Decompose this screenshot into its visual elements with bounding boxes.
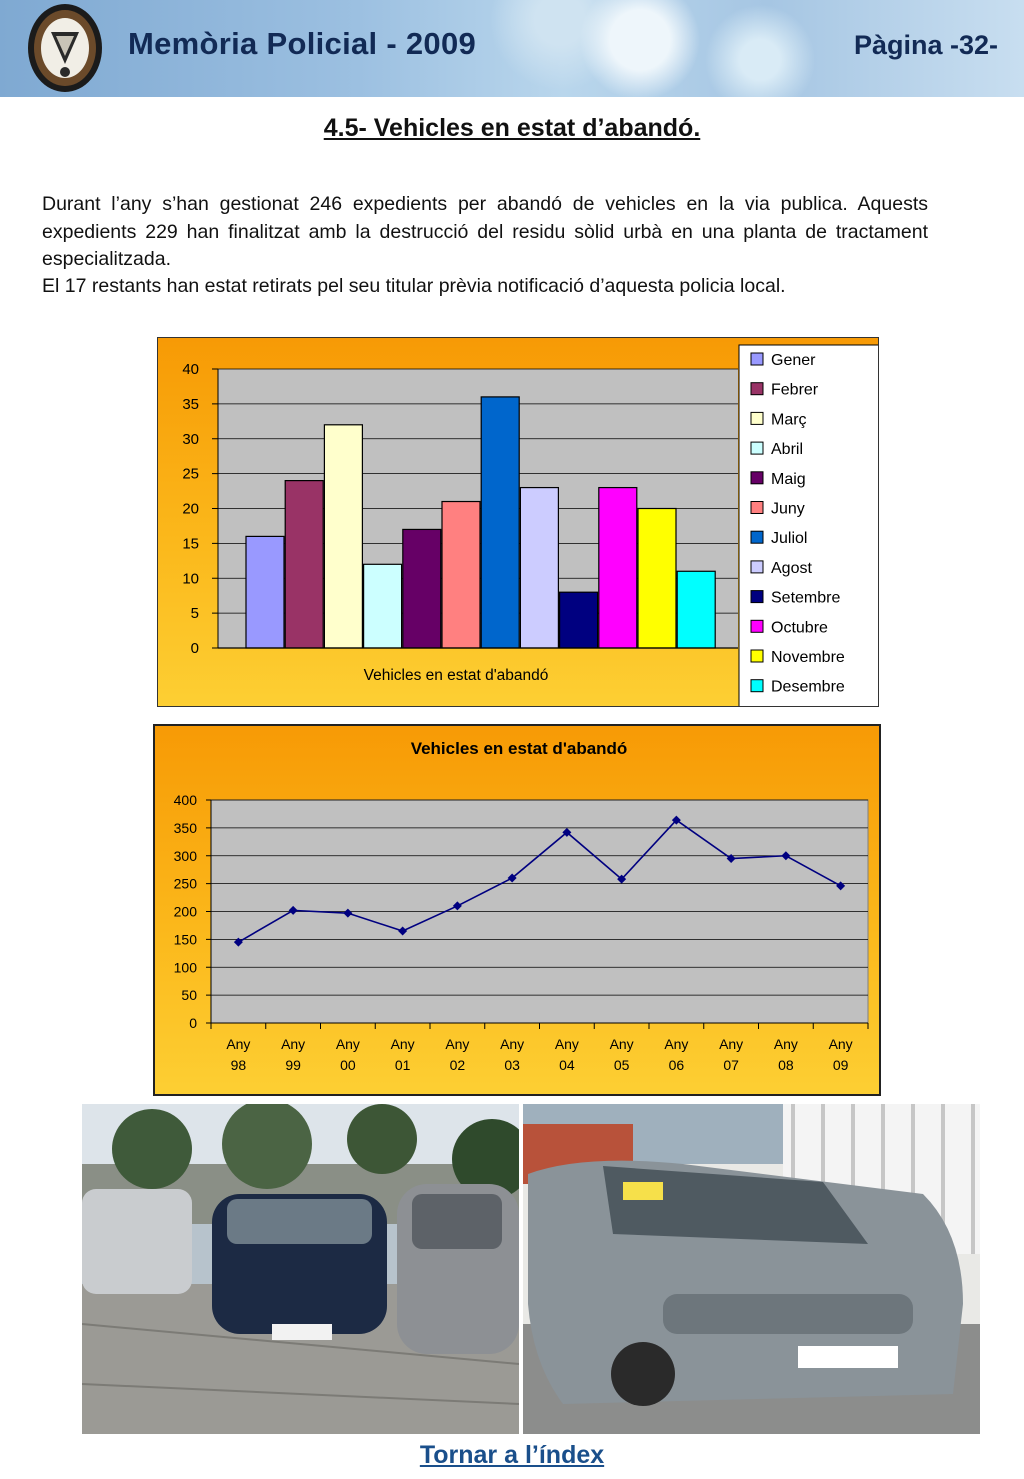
legend-label-abril: Abril — [771, 441, 804, 459]
line-x-tick-label: 01 — [394, 1057, 411, 1073]
bar-agost — [520, 488, 558, 648]
back-to-index-link[interactable]: Tornar a l’índex — [419, 1441, 605, 1469]
line-x-tick-label: 00 — [340, 1057, 356, 1073]
legend-label-setembre: Setembre — [771, 589, 841, 607]
abandoned-car-photo-2 — [523, 1104, 980, 1434]
bar-maig — [403, 529, 441, 648]
bar-gener — [246, 536, 284, 648]
bar-juny — [442, 502, 480, 648]
legend-label-juny: Juny — [771, 500, 805, 518]
bar-y-tick-label: 40 — [182, 361, 199, 378]
line-y-tick-label: 400 — [173, 792, 197, 808]
line-x-tick-label: Any — [226, 1036, 251, 1052]
legend-label-juliol: Juliol — [771, 530, 808, 548]
bar-setembre — [560, 592, 598, 648]
bar-març — [324, 425, 362, 648]
legend-label-gener: Gener — [771, 352, 816, 369]
abandoned-car-photo-1 — [82, 1104, 519, 1434]
intro-paragraph: Durant l’any s’han gestionat 246 expedients per abandó de vehicles en la via publica. Aquests expedients 229 han finalitzat amb la destrucció del residu sòlid urbà en una planta de tractament especialitzada. — [42, 193, 928, 270]
bar-novembre — [638, 509, 676, 649]
legend-swatch-novembre — [751, 650, 763, 662]
line-x-tick-label: 02 — [449, 1057, 466, 1073]
bar-y-tick-label: 25 — [182, 465, 199, 483]
legend-label-febrer: Febrer — [771, 381, 819, 399]
legend-label-desembre: Desembre — [771, 678, 845, 696]
bar-y-tick-label: 10 — [182, 570, 199, 588]
bar-y-tick-label: 20 — [182, 500, 199, 518]
line-x-tick-label: Any — [445, 1036, 470, 1052]
bar-febrer — [285, 481, 323, 648]
legend-swatch-agost — [751, 561, 763, 573]
bar-y-tick-label: 15 — [182, 535, 199, 553]
line-x-tick-label: Any — [828, 1036, 853, 1052]
line-x-tick-label: 04 — [559, 1057, 575, 1073]
legend-label-març: Març — [771, 411, 807, 429]
bar-juliol — [481, 397, 519, 648]
line-x-tick-label: Any — [664, 1036, 689, 1052]
line-x-tick-label: 08 — [778, 1057, 794, 1073]
line-x-tick-label: 06 — [668, 1057, 685, 1073]
note-paragraph: El 17 restants han estat retirats pel seu titular prèvia notificació d’aquesta policia local. — [42, 275, 786, 297]
line-x-tick-label: Any — [281, 1036, 306, 1052]
line-chart-title: Vehicles en estat d'abandó — [410, 739, 628, 758]
line-y-tick-label: 50 — [181, 987, 197, 1004]
line-x-tick-label: 07 — [723, 1057, 739, 1073]
page-header — [0, 0, 1024, 97]
line-x-tick-label: Any — [390, 1036, 415, 1052]
bar-octubre — [599, 488, 637, 648]
line-y-tick-label: 100 — [173, 959, 197, 976]
line-y-tick-label: 0 — [189, 1015, 197, 1031]
legend-swatch-gener — [751, 353, 763, 365]
monthly-bar-chart-svg — [158, 338, 878, 706]
line-x-tick-label: Any — [335, 1036, 360, 1052]
legend-label-octubre: Octubre — [771, 619, 828, 637]
bar-y-tick-label: 35 — [182, 395, 199, 413]
line-y-tick-label: 300 — [173, 847, 197, 864]
line-x-tick-label: Any — [719, 1036, 744, 1052]
yearly-line-chart-svg — [155, 726, 879, 1094]
legend-label-novembre: Novembre — [771, 649, 845, 666]
page-number: Pàgina -32- — [853, 30, 998, 60]
section-heading: 4.5- Vehicles en estat d’abandó. — [323, 114, 701, 142]
line-x-tick-label: 03 — [504, 1057, 520, 1073]
bar-x-axis-label: Vehicles en estat d'abandó — [363, 667, 549, 684]
legend-label-maig: Maig — [771, 470, 806, 488]
document-title: Memòria Policial - 2009 — [128, 26, 477, 61]
line-y-tick-label: 350 — [173, 819, 197, 836]
legend-swatch-juny — [751, 502, 763, 514]
legend-swatch-octubre — [751, 620, 763, 632]
line-x-tick-label: Any — [554, 1036, 579, 1052]
bar-y-tick-label: 30 — [182, 430, 199, 448]
line-x-tick-label: 99 — [285, 1057, 301, 1073]
line-x-tick-label: 05 — [613, 1057, 630, 1073]
yearly-line-chart — [153, 724, 881, 1096]
legend-swatch-febrer — [751, 383, 763, 395]
line-y-tick-label: 150 — [173, 931, 197, 948]
line-y-tick-label: 200 — [173, 903, 197, 920]
bar-y-tick-label: 5 — [190, 605, 199, 623]
legend-swatch-desembre — [751, 680, 763, 692]
legend-swatch-juliol — [751, 531, 763, 543]
monthly-bar-chart — [157, 337, 879, 707]
legend-swatch-març — [751, 412, 763, 424]
legend-swatch-maig — [751, 472, 763, 484]
police-badge-logo — [26, 2, 104, 94]
line-x-tick-label: 98 — [230, 1057, 247, 1073]
bar-abril — [364, 564, 402, 648]
legend-swatch-abril — [751, 442, 763, 454]
line-y-tick-label: 250 — [173, 875, 197, 892]
legend-label-agost: Agost — [771, 559, 812, 577]
bar-y-tick-label: 0 — [190, 640, 199, 657]
bar-desembre — [677, 571, 715, 648]
line-x-tick-label: Any — [609, 1036, 634, 1052]
legend-swatch-setembre — [751, 591, 763, 603]
line-x-tick-label: Any — [500, 1036, 525, 1052]
line-x-tick-label: 09 — [832, 1057, 849, 1073]
line-x-tick-label: Any — [773, 1036, 798, 1052]
